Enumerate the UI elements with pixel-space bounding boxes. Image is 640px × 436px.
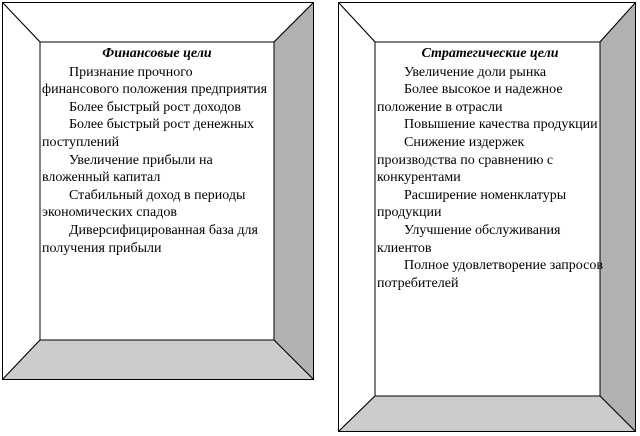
strategic-goals-frame [338,2,636,432]
financial-goals-title: Финансовые цели [102,46,212,61]
strategic-goals-title: Стратегические цели [421,46,559,61]
strategic-goal-item: Более высокое и надежное положение в отрасли [377,82,563,115]
strategic-goal-item: Полное удовлетворение запросов потребителей [377,258,603,291]
financial-goal-item: Увеличение прибыли на вложенный капитал [42,152,213,186]
financial-goals-panel [42,45,272,257]
financial-goal-item: Стабильный доход в периоды экономических спадов [42,187,246,221]
strategic-goals-list [377,64,603,293]
financial-goal-item: Признание прочного финансового положения предприятия [42,64,268,98]
strategic-goal-item: Улучшение обслуживания клиентов [377,222,561,256]
financial-goals-list [42,64,272,258]
strategic-goal-item: Снижение издержек производства по сравнению с конкурентами [377,134,554,186]
strategic-goal-item: Расширение номенклатуры продукции [377,187,567,221]
financial-goal-item: Диверсифицированная база для получения прибыли [42,222,258,256]
financial-goals-frame [2,2,314,380]
financial-goal-item: Более быстрый рост доходов [69,99,241,115]
strategic-goal-item: Повышение качества продукции [404,117,598,133]
strategic-goal-item: Увеличение доли рынка [404,64,547,80]
strategic-goals-panel [377,45,603,292]
financial-goal-item: Более быстрый рост денежных поступлений [42,117,254,150]
